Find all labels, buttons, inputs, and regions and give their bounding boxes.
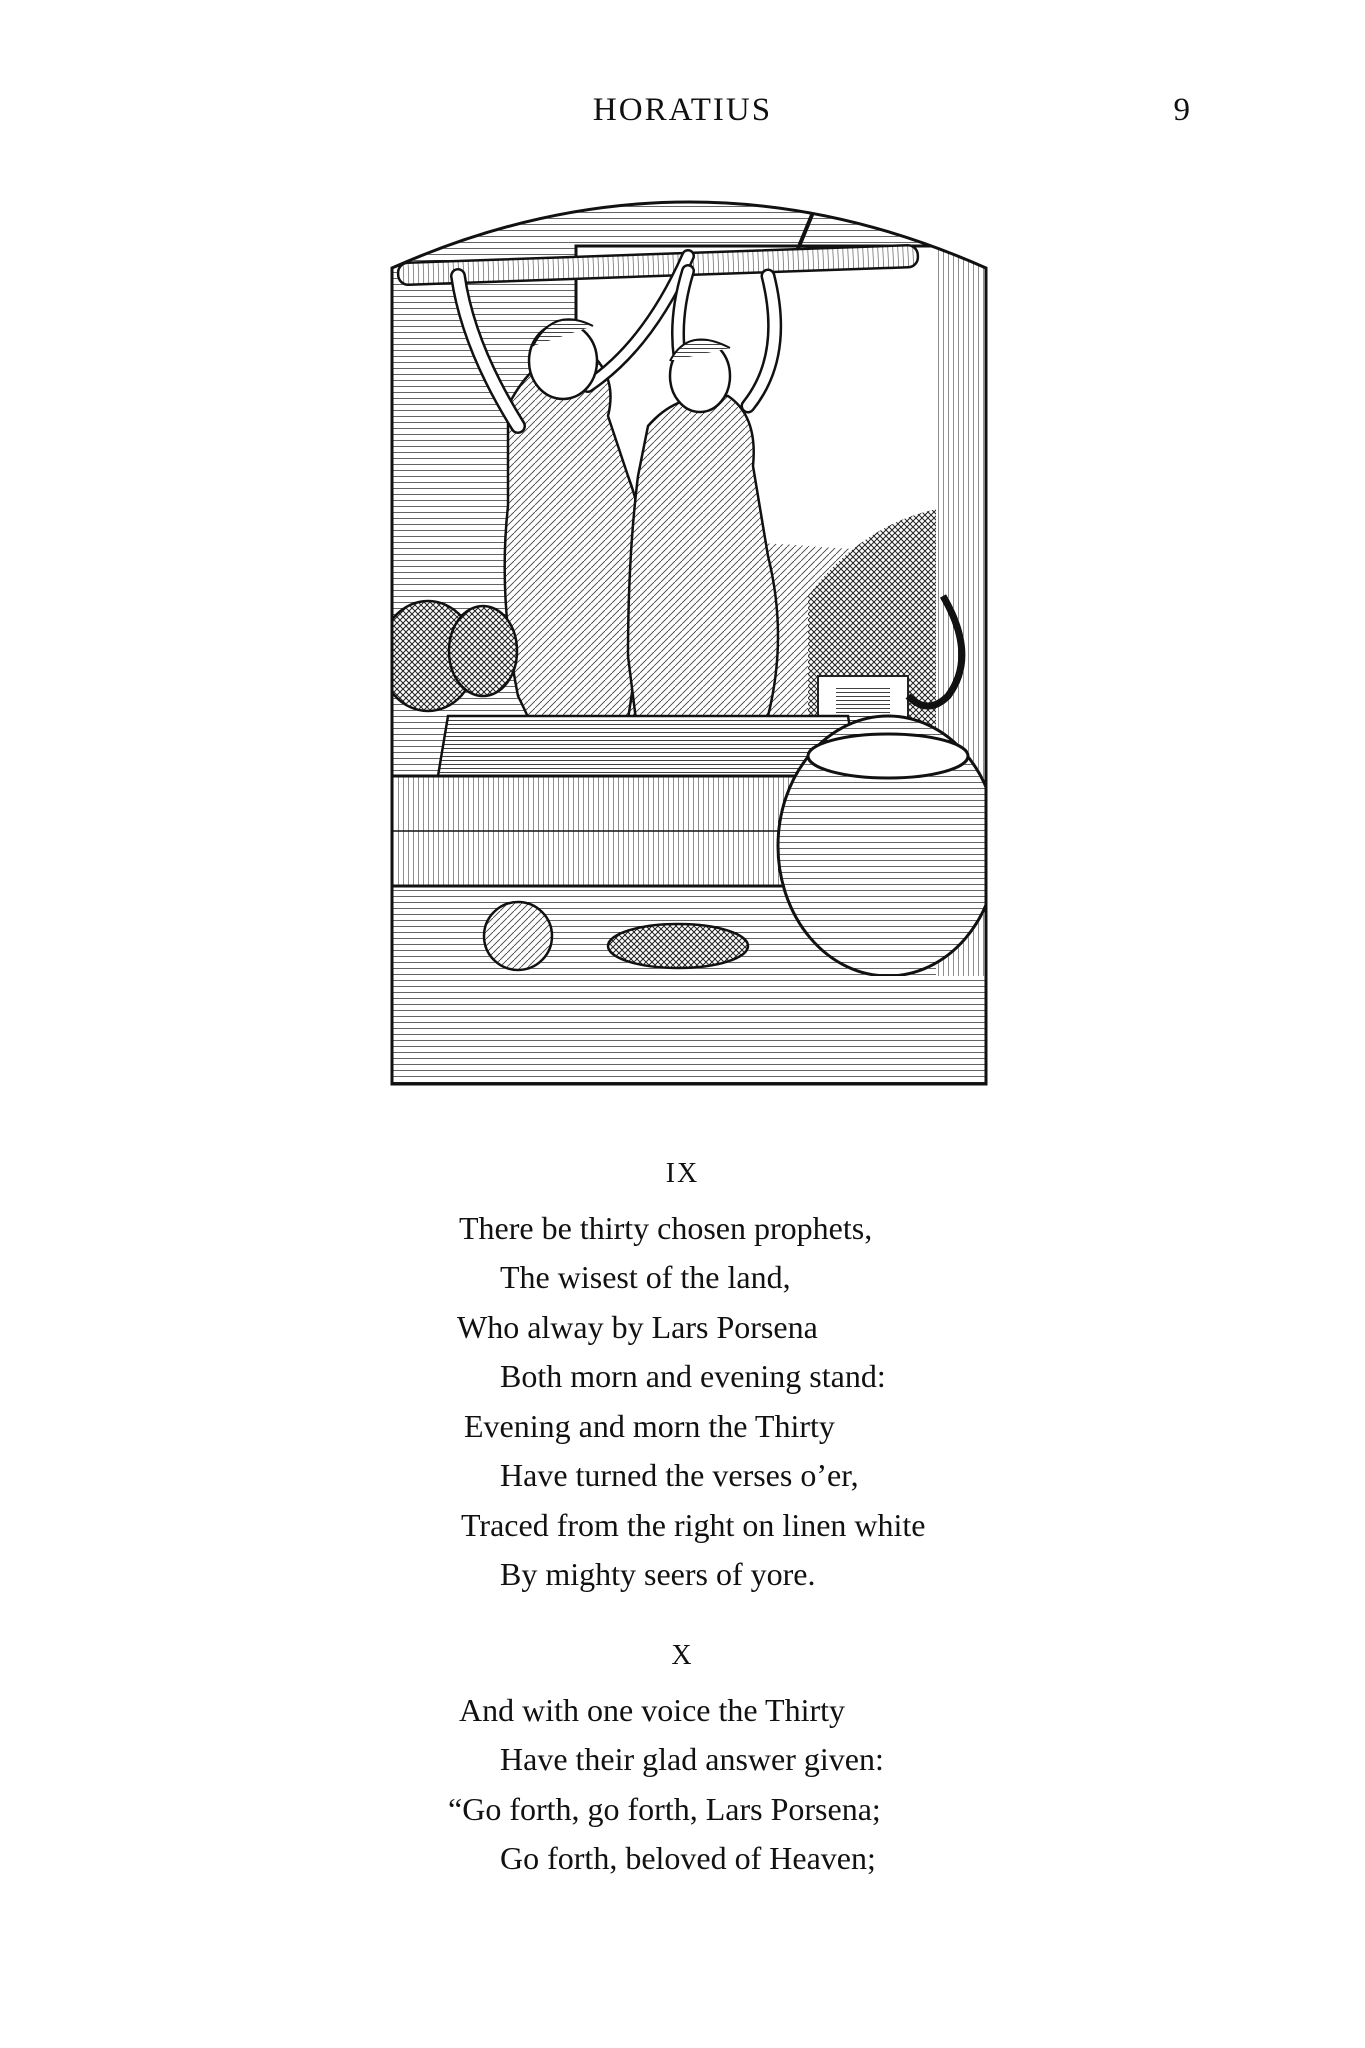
stanza-numeral: IX	[665, 1158, 700, 1189]
running-head	[0, 92, 1365, 132]
verse-line: Have turned the verses o’er,	[500, 1457, 859, 1493]
verse-line: Who alway by Lars Porsena	[457, 1309, 818, 1345]
verse-line: There be thirty chosen prophets,	[459, 1210, 873, 1246]
verse-line: The wisest of the land,	[500, 1259, 791, 1295]
verse-line: “Go forth, go forth, Lars Porsena;	[448, 1791, 881, 1827]
verse-line: Have their glad answer given:	[500, 1741, 884, 1777]
verse-line: Traced from the right on linen white	[461, 1507, 926, 1543]
verse-line: Go forth, beloved of Heaven;	[500, 1840, 876, 1876]
stanza-numeral: X	[671, 1640, 694, 1671]
running-title: HORATIUS	[592, 92, 773, 128]
verse-line: By mighty seers of yore.	[500, 1556, 816, 1592]
page-number: 9	[1173, 92, 1190, 128]
verse-line: Evening and morn the Thirty	[464, 1408, 835, 1444]
verse-line: And with one voice the Thirty	[459, 1692, 845, 1728]
engraving-illustration	[388, 176, 990, 1088]
verse-line: Both morn and evening stand:	[500, 1358, 886, 1394]
